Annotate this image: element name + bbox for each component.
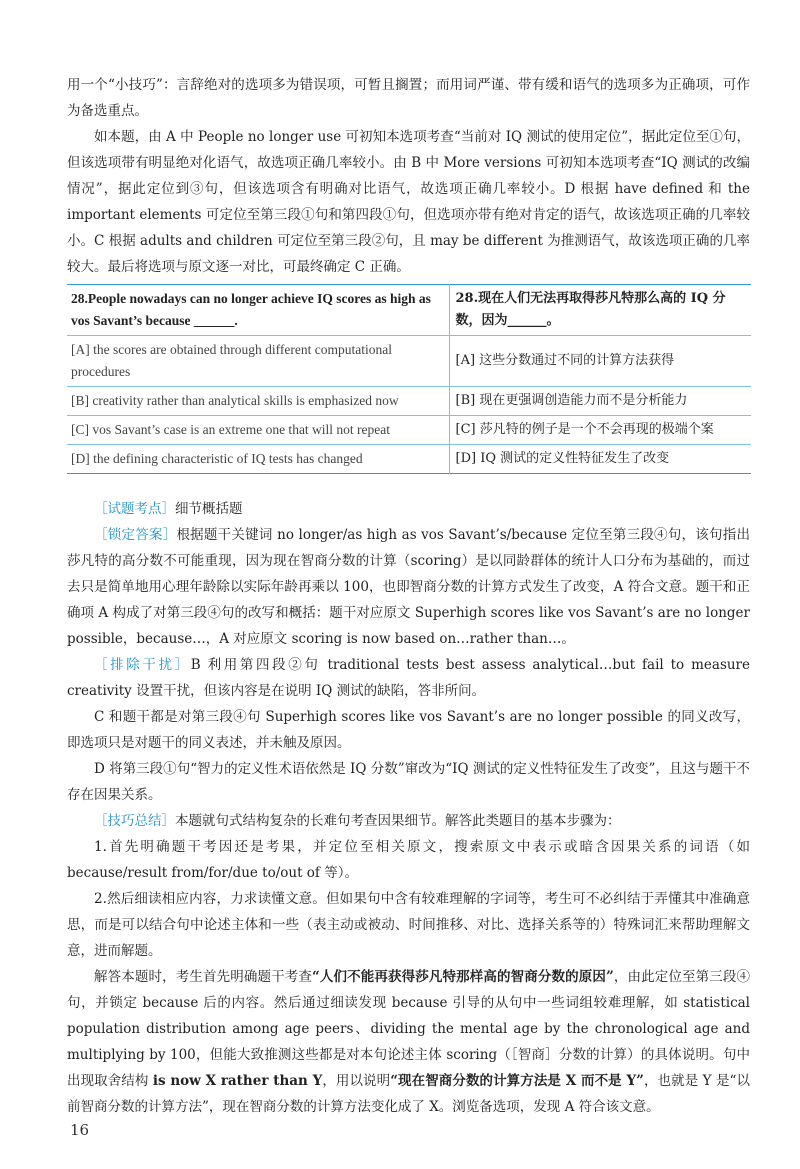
question-zh: 28.现在人们无法再取得莎凡特那么高的 IQ 分数，因为______。 bbox=[449, 285, 751, 336]
final-text-d: ，也就是 Y 是“以前智商分数的计算方法”，现在智商分数的计算方法变化成了 X。浏览备选项，发现 A 符合该文意。 bbox=[67, 1073, 751, 1115]
final-bold-1: “人们不能再获得莎凡特那样高的智商分数的原因” bbox=[312, 969, 614, 985]
question-row bbox=[67, 285, 751, 336]
final-text-b: ，由此定位至第三段④句，并锁定 because 后的内容。然后通过细读发现 because 引导的从句中一些词组较难理解，如 statistical population distribution among age peers、dividing the mental age by the chronological age and multiplying by 100，但能大致推测这些都是对本句论述主体 scoring（［智商］分数的计算）的具体说明。句中出现取舍结构 bbox=[67, 969, 751, 1089]
daan-text: 根据题干关键词 no longer/as high as vos Savant’s/because 定位至第三段④句，该句指出莎凡特的高分数不可能重现，因为现在智商分数的计算（scoring）是以同龄群体的统计人口分布为基础的，而过去只是简单地用心理年龄除以实际年龄再乘以 100，也即智商分数的计算方式发生了改变，A 符合文意。题干和正确项 A 构成了对第三段④句的改写和概括：题干对应原文 Superhigh scores like vos Savant’s are no longer possible，because…，A 对应原文 scoring is now based on…rather than…。 bbox=[67, 527, 750, 647]
option-b-en: [B] creativity rather than analytical skills is emphasized now bbox=[67, 387, 449, 416]
option-row-b bbox=[67, 387, 751, 416]
kaodian-tag: ［试题考点］ bbox=[94, 501, 175, 517]
kaodian-paragraph bbox=[67, 496, 750, 522]
option-row-a bbox=[67, 336, 751, 387]
paichu-c-paragraph: C 和题干都是对第三段④句 Superhigh scores like vos Savant’s are no longer possible 的同义改写，即选项只是对题干的同义表述，并未触及原因。 bbox=[67, 709, 750, 751]
option-a-en: [A] the scores are obtained through different computational procedures bbox=[67, 336, 449, 387]
final-bold-2: is now X rather than Y bbox=[152, 1073, 323, 1089]
paichu-d-paragraph: D 将第三段①句“智力的定义性术语依然是 IQ 分数”窜改为“IQ 测试的定义性特征发生了改变”，且这与题干不存在因果关系。 bbox=[67, 761, 750, 803]
paichu-paragraph bbox=[67, 652, 750, 704]
final-text-a: 解答本题时，考生首先明确题干考查 bbox=[94, 969, 312, 985]
jiqiao-tag: ［技巧总结］ bbox=[94, 813, 175, 829]
option-a-zh: [A] 这些分数通过不同的计算方法获得 bbox=[449, 336, 751, 387]
paichu-tag: ［排除干扰］ bbox=[94, 657, 191, 673]
option-row-c bbox=[67, 416, 751, 445]
intro-block bbox=[67, 72, 750, 280]
kaodian-text: 细节概括题 bbox=[175, 501, 243, 517]
daan-tag: ［锁定答案］ bbox=[94, 527, 177, 543]
option-b-zh: [B] 现在更强调创造能力而不是分析能力 bbox=[449, 387, 751, 416]
paichu-text: B 利用第四段②句 traditional tests best assess analytical…but fail to measure creativity 设置干扰，但该内容是在说明 IQ 测试的缺陷，答非所问。 bbox=[67, 657, 751, 699]
intro-paragraph-1: 用一个“小技巧”：言辞绝对的选项多为错误项，可暂且搁置；而用词严谨、带有缓和语气的选项多为正确项，可作为备选重点。 bbox=[67, 77, 750, 119]
option-c-zh: [C] 莎凡特的例子是一个不会再现的极端个案 bbox=[449, 416, 751, 445]
option-row-d bbox=[67, 445, 751, 474]
intro-paragraph-2: 如本题，由 A 中 People no longer use 可初知本选项考查“当前对 IQ 测试的使用定位”，据此定位至①句，但该选项带有明显绝对化语气，故选项正确几率较小。由 B 中 More versions 可初知本选项考查“IQ 测试的改编情况”，据此定位到③句，但该选项含有明确对比语气，故选项正确几率较小。D 根据 have defined 和 the important elements 可定位至第三段①句和第四段①句，但选项亦带有绝对肯定的语气，故该选项正确的几率较小。C 根据 adults and children 可定位至第三段②句，且 may be different 为推测语气，故该选项正确的几率较大。最后将选项与原文逐一对比，可最终确定 C 正确。 bbox=[67, 129, 750, 275]
daan-paragraph bbox=[67, 522, 750, 652]
question-table bbox=[67, 284, 751, 474]
final-paragraph bbox=[67, 964, 750, 1120]
final-text-c: ，用以说明 bbox=[322, 1073, 391, 1089]
option-d-zh: [D] IQ 测试的定义性特征发生了改变 bbox=[449, 445, 751, 474]
step-1-paragraph: 1.首先明确题干考因还是考果，并定位至相关原文，搜索原文中表示或暗含因果关系的词语（如 because/result from/for/due to/out of 等）。 bbox=[67, 839, 750, 881]
question-en: 28.People nowadays can no longer achieve IQ scores as high as vos Savant’s because ______. bbox=[67, 285, 449, 336]
jiqiao-paragraph bbox=[67, 808, 750, 834]
step-2-paragraph: 2.然后细读相应内容，力求读懂文意。但如果句中含有较难理解的字词等，考生可不必纠结于弄懂其中准确意思，而是可以结合句中论述主体和一些（表主动或被动、时间推移、对比、选择关系等的）特殊词汇来帮助理解文意，进而解题。 bbox=[67, 891, 750, 959]
jiqiao-text: 本题就句式结构复杂的长难句考查因果细节。解答此类题目的基本步骤为： bbox=[175, 813, 621, 829]
option-d-en: [D] the defining characteristic of IQ tests has changed bbox=[67, 445, 449, 474]
page-number: 16 bbox=[70, 1121, 90, 1139]
analysis-block bbox=[67, 496, 750, 1120]
question-table-block bbox=[67, 280, 750, 477]
option-c-en: [C] vos Savant’s case is an extreme one that will not repeat bbox=[67, 416, 449, 445]
final-bold-3: “现在智商分数的计算方法是 X 而不是 Y” bbox=[390, 1073, 644, 1089]
